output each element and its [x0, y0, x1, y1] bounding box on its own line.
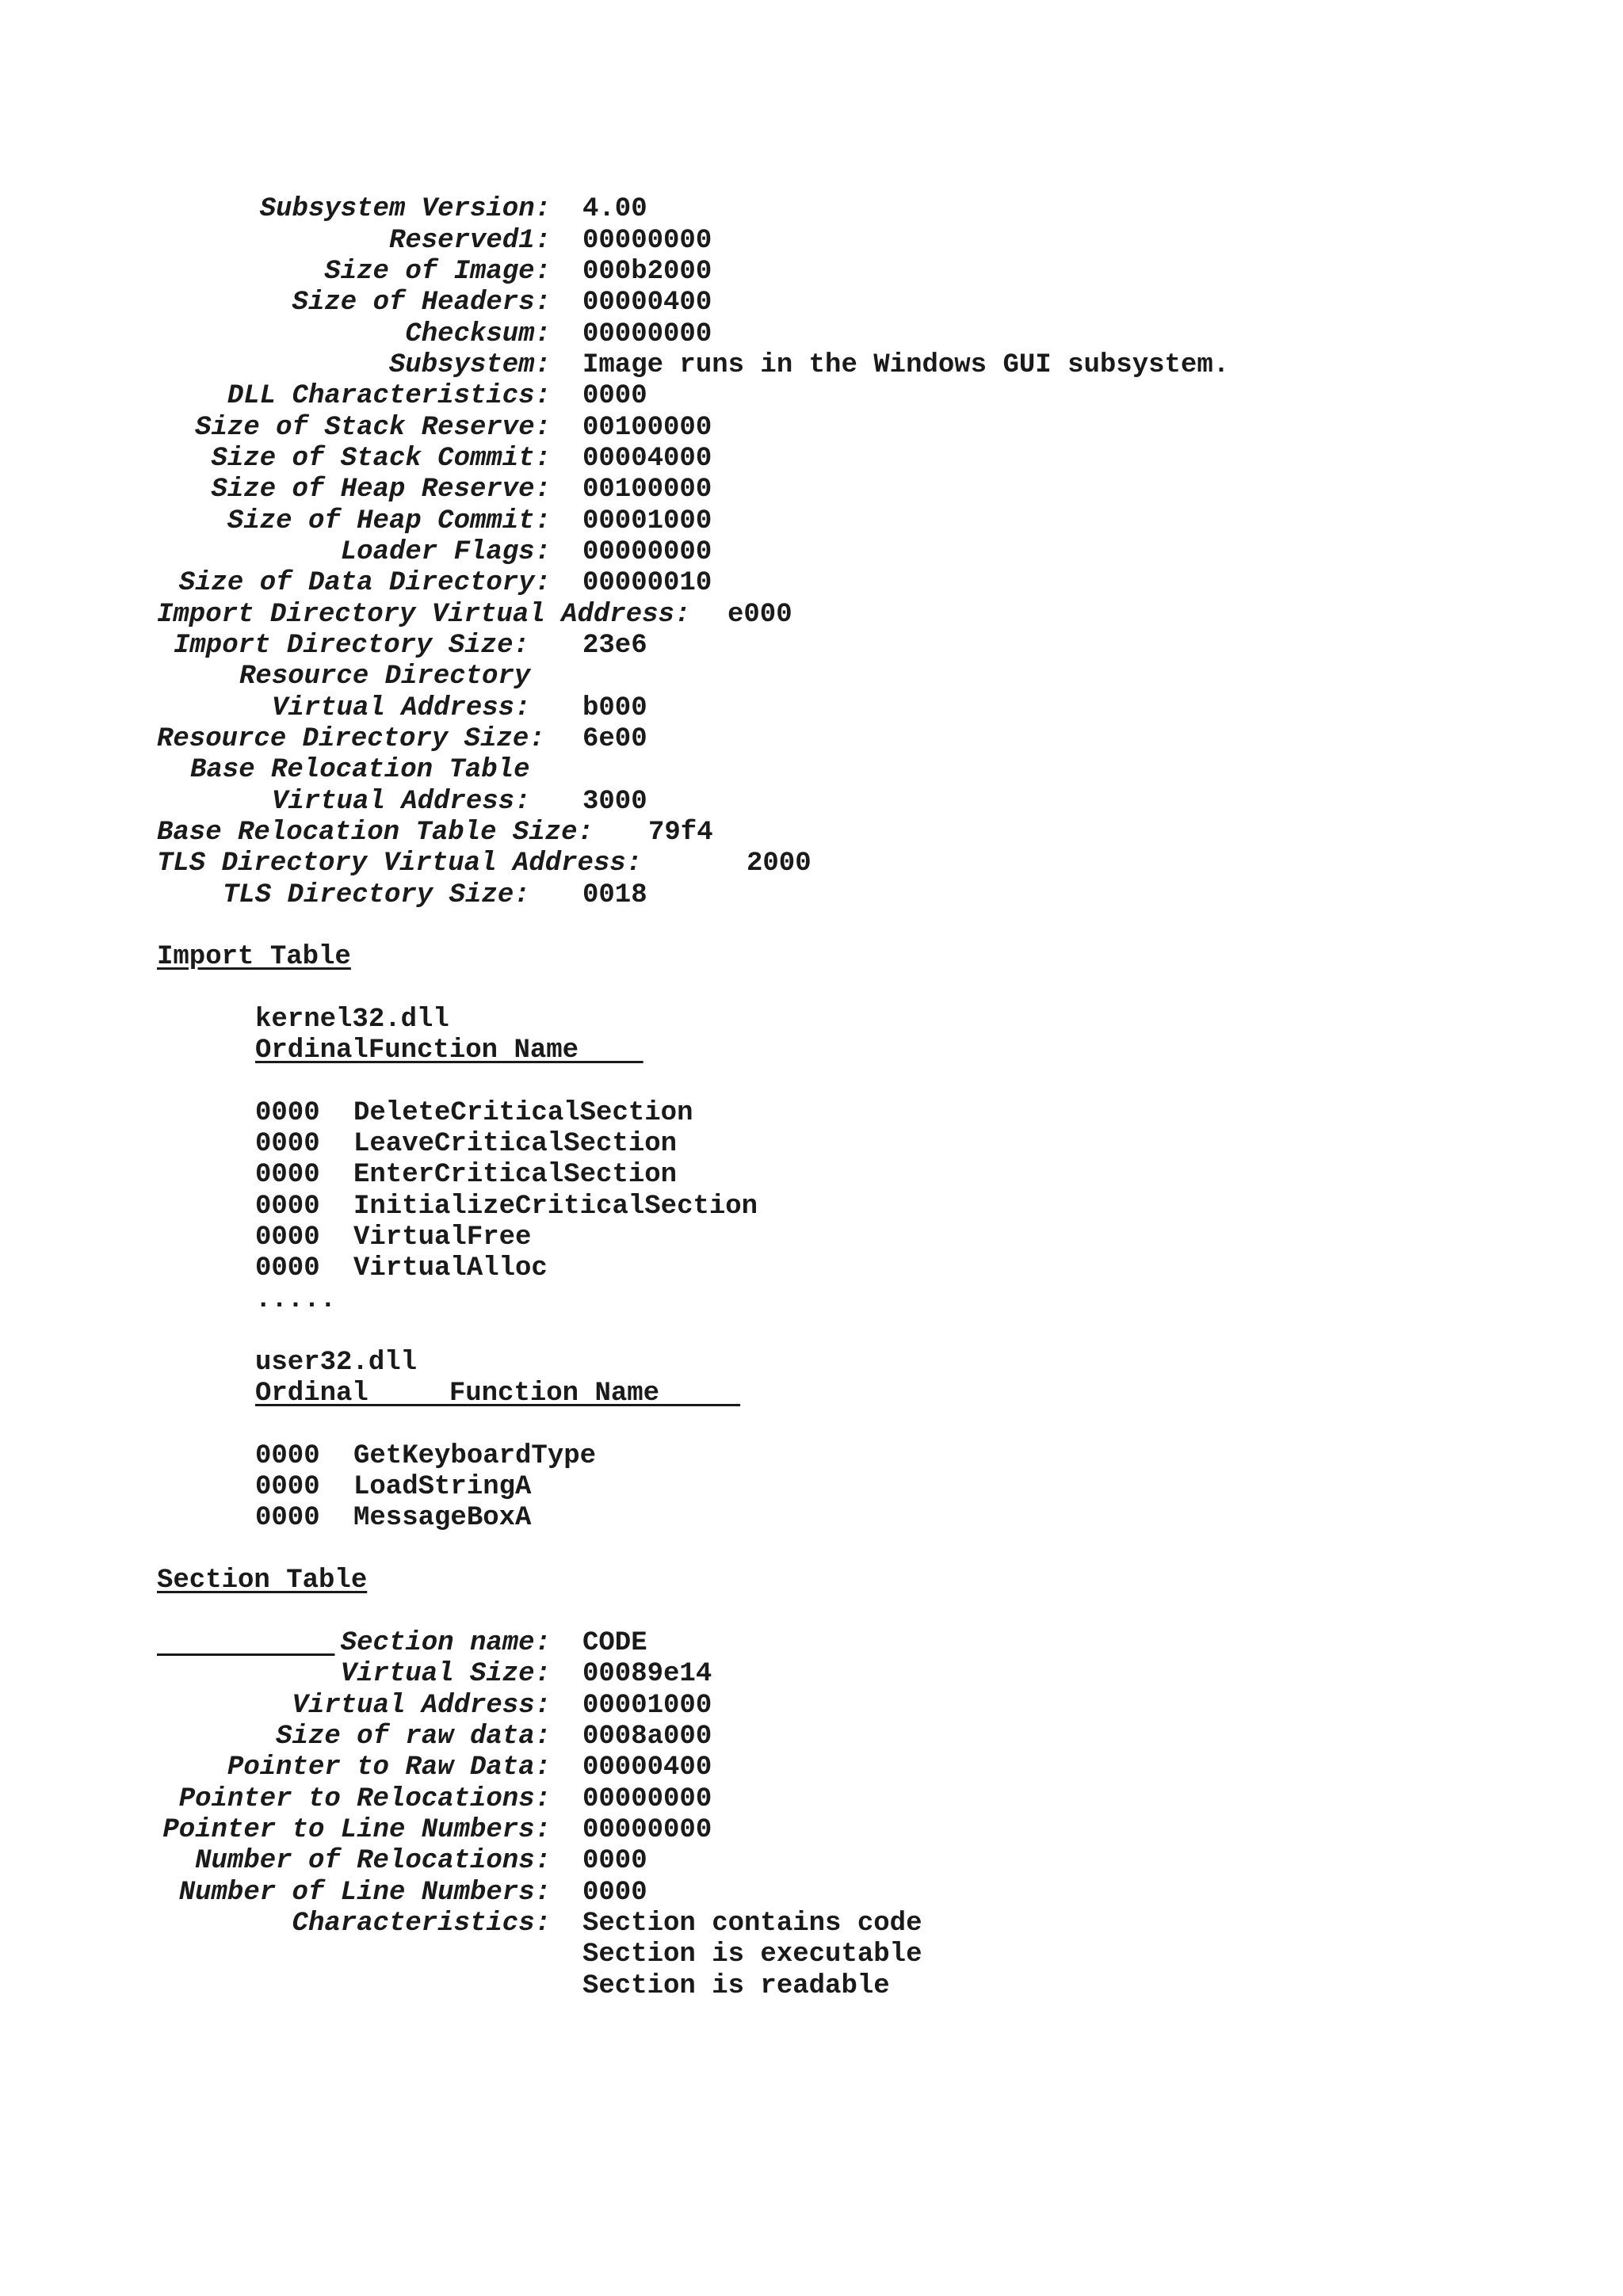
import-directory-va-value: e000: [727, 600, 792, 630]
field-value: 4.00: [582, 194, 647, 224]
import-function: EnterCriticalSection: [353, 1160, 678, 1190]
tls-directory-va-label: TLS Directory Virtual Address:: [157, 849, 643, 879]
section-field-value: 00001000: [582, 1691, 712, 1721]
field-value: 0000: [582, 381, 647, 411]
section-field-label: Pointer to Line Numbers:: [162, 1815, 551, 1845]
import-directory-va-label: Import Directory Virtual Address:: [157, 600, 691, 630]
base-relocation-va-value: 3000: [582, 787, 647, 817]
import-function: VirtualFree: [353, 1222, 532, 1253]
section-characteristic: Section is readable: [582, 1971, 890, 2001]
import-function: VirtualAlloc: [353, 1253, 548, 1283]
section-field-value: CODE: [582, 1628, 647, 1658]
import-ordinal: 0000: [255, 1222, 320, 1253]
section-field-value: 0000: [582, 1878, 647, 1908]
field-value: 00100000: [582, 475, 712, 505]
resource-directory-size-label: Resource Directory Size:: [157, 724, 545, 754]
base-relocation-size-value: 79f4: [648, 818, 713, 848]
dll-name: user32.dll: [255, 1348, 418, 1378]
import-function: DeleteCriticalSection: [353, 1098, 693, 1128]
field-value: 00000000: [582, 319, 712, 349]
section-field-label: Pointer to Raw Data:: [227, 1753, 551, 1783]
section-characteristic: Section is executable: [582, 1939, 922, 1970]
resource-directory-size-value: 6e00: [582, 724, 647, 754]
section-field-label: Number of Line Numbers:: [178, 1878, 551, 1908]
import-directory-size-label: Import Directory Size:: [174, 631, 529, 661]
import-function: GetKeyboardType: [353, 1441, 597, 1471]
field-label: Size of Headers:: [292, 288, 551, 318]
base-relocation-label: Base Relocation Table: [190, 755, 530, 785]
section-field-value: Section contains code: [582, 1909, 922, 1939]
section-field-label: Size of raw data:: [276, 1722, 551, 1752]
base-relocation-va-label: Virtual Address:: [272, 787, 531, 817]
section-field-label: Number of Relocations:: [195, 1846, 551, 1876]
section-field-value: 00089e14: [582, 1659, 712, 1689]
section-table-heading: Section Table: [157, 1566, 368, 1596]
field-label: Reserved1:: [388, 226, 551, 256]
import-function: LoadStringA: [353, 1472, 532, 1502]
dll-table-header: Ordinal Function Name: [255, 1379, 741, 1409]
tls-directory-size-value: 0018: [582, 880, 647, 910]
section-field-label: Section name:: [340, 1628, 551, 1658]
field-label: Subsystem:: [388, 350, 551, 380]
field-label: DLL Characteristics:: [227, 381, 551, 411]
section-field-value: 00000000: [582, 1784, 712, 1814]
tls-directory-size-label: TLS Directory Size:: [223, 880, 530, 910]
section-field-value: 0008a000: [582, 1722, 712, 1752]
import-ordinal: 0000: [255, 1129, 320, 1159]
section-field-label: Pointer to Relocations:: [178, 1784, 551, 1814]
ellipsis: .....: [255, 1285, 337, 1315]
resource-directory-label: Resource Directory: [239, 662, 531, 692]
import-ordinal: 0000: [255, 1160, 320, 1190]
field-value: Image runs in the Windows GUI subsystem.: [582, 350, 1230, 380]
field-value: 00000000: [582, 226, 712, 256]
section-field-label: Virtual Address:: [292, 1691, 551, 1721]
field-label: Size of Data Directory:: [178, 568, 551, 598]
base-relocation-size-label: Base Relocation Table Size:: [157, 818, 594, 848]
import-function: MessageBoxA: [353, 1503, 532, 1533]
field-value: 00001000: [582, 506, 712, 536]
field-value: 00000010: [582, 568, 712, 598]
field-label: Subsystem Version:: [259, 194, 551, 224]
import-ordinal: 0000: [255, 1441, 320, 1471]
import-table-heading: Import Table: [157, 942, 351, 972]
field-value: 00000000: [582, 537, 712, 567]
field-value: 00004000: [582, 444, 712, 474]
section-field-value: 00000400: [582, 1753, 712, 1783]
import-function: InitializeCriticalSection: [353, 1192, 758, 1222]
section-field-value: 0000: [582, 1846, 647, 1876]
import-ordinal: 0000: [255, 1098, 320, 1128]
field-label: Size of Heap Commit:: [227, 506, 551, 536]
tls-directory-va-value: 2000: [747, 849, 812, 879]
import-ordinal: 0000: [255, 1503, 320, 1533]
resource-directory-va-label: Virtual Address:: [272, 693, 531, 723]
import-directory-size-value: 23e6: [582, 631, 647, 661]
field-value: 000b2000: [582, 257, 712, 287]
section-field-label: Characteristics:: [292, 1909, 551, 1939]
field-value: 00100000: [582, 413, 712, 443]
import-ordinal: 0000: [255, 1192, 320, 1222]
dll-table-header: OrdinalFunction Name: [255, 1035, 643, 1066]
import-ordinal: 0000: [255, 1472, 320, 1502]
field-label: Checksum:: [405, 319, 551, 349]
dll-name: kernel32.dll: [255, 1005, 449, 1035]
field-label: Loader Flags:: [340, 537, 551, 567]
section-field-label: Virtual Size:: [340, 1659, 551, 1689]
import-function: LeaveCriticalSection: [353, 1129, 678, 1159]
import-ordinal: 0000: [255, 1253, 320, 1283]
resource-directory-va-value: b000: [582, 693, 647, 723]
field-label: Size of Heap Reserve:: [211, 475, 551, 505]
field-value: 00000400: [582, 288, 712, 318]
section-field-value: 00000000: [582, 1815, 712, 1845]
field-label: Size of Stack Commit:: [211, 444, 551, 474]
field-label: Size of Image:: [324, 257, 551, 287]
field-label: Size of Stack Reserve:: [195, 413, 551, 443]
